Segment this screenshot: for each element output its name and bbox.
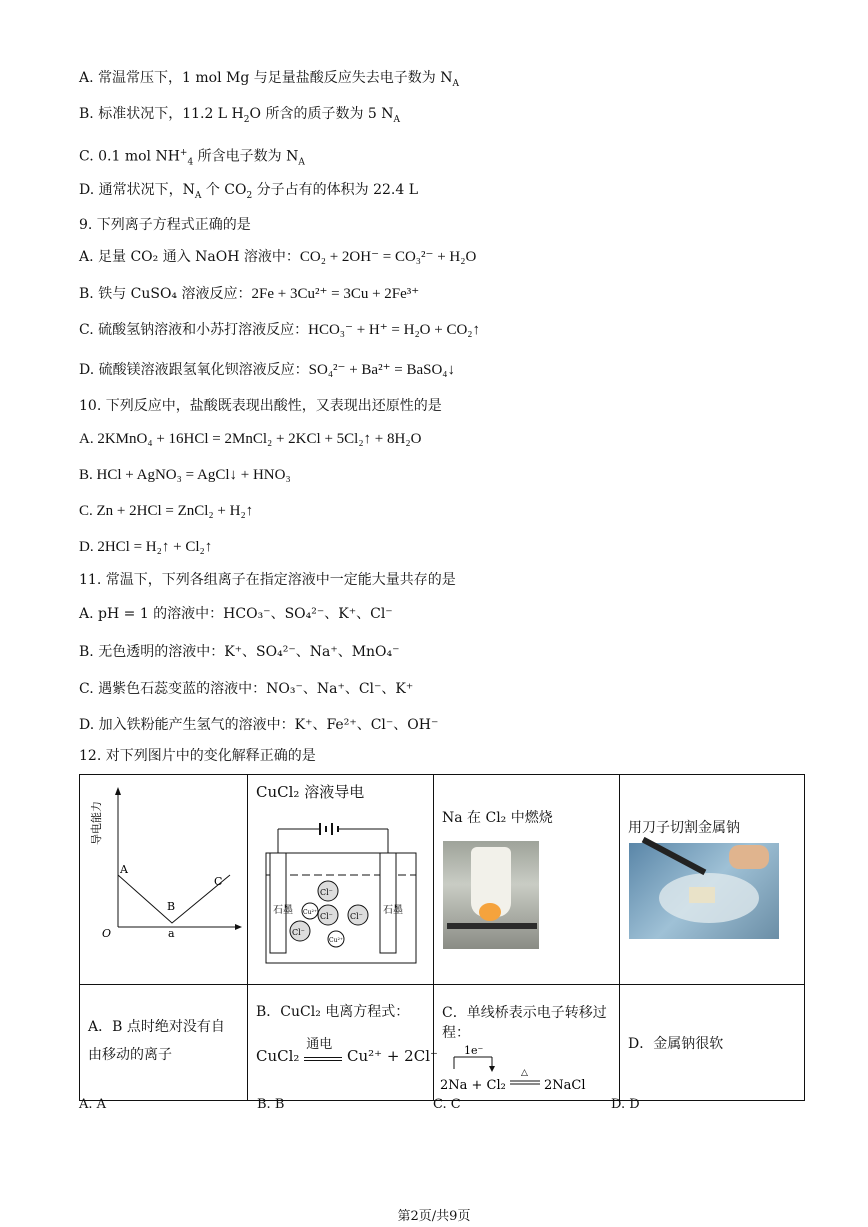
q10-option-d: D. 2HCl = H₂↑ + Cl₂↑	[79, 539, 213, 555]
graph-point-a: A	[120, 863, 128, 876]
q11-option-c: C. 遇紫色石蕊变蓝的溶液中：NO₃⁻、Na⁺、Cl⁻、K⁺	[79, 681, 414, 697]
q12-stem: 12. 对下列图片中的变化解释正确的是	[79, 748, 316, 764]
q8-option-c: C. 0.1 mol $NH^+_4$ 所含电子数为 $N_A$	[79, 148, 305, 168]
answer-b-title: B．CuCl₂ 电离方程式：	[256, 1004, 410, 1020]
ion-4: Cl⁻	[350, 912, 363, 921]
answer-b-cell	[248, 985, 438, 1101]
answer-d-text: D．金属钠很软	[628, 1036, 724, 1052]
cutting-title: 用刀子切割金属钠	[628, 820, 740, 836]
answer-a-text: A．B 点时绝对没有自由移动的离子	[88, 1019, 225, 1063]
q11-option-b: B. 无色透明的溶液中：K⁺、SO₄²⁻、Na⁺、MnO₄⁻	[79, 644, 400, 660]
q10-stem: 10. 下列反应中，盐酸既表现出酸性，又表现出还原性的是	[79, 398, 442, 414]
q9-option-c: C. 硫酸氢钠溶液和小苏打溶液反应：HCO₃⁻ + H⁺ = H₂O + CO₂↑	[79, 322, 481, 338]
sodium-combustion-photo	[443, 841, 539, 949]
graph-ylabel: 导电能力	[90, 801, 103, 845]
graph-xlabel: a	[168, 927, 175, 940]
electrolysis-diagram	[248, 815, 433, 975]
electron-transfer-diagram	[434, 1043, 619, 1093]
answer-c-eq-left: 2Na + Cl₂	[440, 1078, 506, 1093]
q10-option-c: C. Zn + 2HCl = ZnCl₂ + H₂↑	[79, 503, 254, 519]
answer-c-cell	[434, 985, 620, 1101]
q9-option-d: D. 硫酸镁溶液跟氢氧化钡溶液反应：SO₄²⁻ + Ba²⁺ = BaSO₄↓	[79, 362, 456, 378]
ion-6: Cu²⁺	[329, 937, 344, 944]
combustion-title: Na 在 Cl₂ 中燃烧	[442, 810, 553, 826]
answer-c-condition: △	[521, 1068, 528, 1078]
electrode-left-label: 石墨	[273, 905, 293, 916]
q8-option-b: B. 标准状况下，11.2 L $H_2O$ 所含的质子数为 5 $N_A$	[79, 106, 401, 125]
graph-point-b: B	[167, 900, 176, 913]
q9-option-a: A. 足量 CO₂ 通入 NaOH 溶液中：CO₂ + 2OH⁻ = CO₃²⁻ + H₂O	[79, 249, 477, 265]
answer-b-equation: CuCl₂ 通电 Cu²⁺ + 2Cl⁻	[256, 1037, 438, 1065]
cutting-cell	[620, 775, 805, 985]
q12-option-c: C. C	[433, 1097, 461, 1112]
answer-c-title: C．单线桥表示电子转移过程：	[442, 1005, 607, 1041]
ion-1: Cl⁻	[320, 888, 333, 897]
conductivity-graph	[80, 775, 247, 980]
q11-option-d: D. 加入铁粉能产生氢气的溶液中：K⁺、Fe²⁺、Cl⁻、OH⁻	[79, 717, 439, 733]
ion-2: Cu²⁺	[303, 909, 318, 916]
graph-cell	[80, 775, 248, 985]
q12-option-a: A. A	[79, 1097, 107, 1112]
q10-option-b: B. HCl + AgNO₃ = AgCl↓ + HNO₃	[79, 467, 291, 483]
sodium-cutting-photo	[629, 843, 779, 939]
answer-c-eq-right: 2NaCl	[544, 1078, 586, 1093]
q8-option-a: A. 常温常压下，1 mol Mg 与足量盐酸反应失去电子数为 $N_A$	[79, 70, 459, 89]
answer-d-cell	[620, 985, 805, 1101]
ion-3: Cl⁻	[320, 912, 333, 921]
q11-stem: 11. 常温下，下列各组离子在指定溶液中一定能大量共存的是	[79, 572, 456, 588]
q12-option-d: D. D	[611, 1097, 640, 1112]
graph-origin: O	[102, 927, 112, 940]
q9-option-b: B. 铁与 CuSO₄ 溶液反应：2Fe + 3Cu²⁺ = 3Cu + 2Fe³⁺	[79, 286, 420, 302]
q10-option-a: A. 2KMnO₄ + 16HCl = 2MnCl₂ + 2KCl + 5Cl₂↑ + 8H₂O	[79, 431, 422, 447]
electrolysis-cell	[248, 775, 434, 985]
q9-stem: 9. 下列离子方程式正确的是	[79, 217, 251, 233]
answer-a-cell	[80, 985, 248, 1101]
electrolysis-title: CuCl₂ 溶液导电	[256, 783, 365, 801]
q8-option-d: D. 通常状况下，$N_A$ 个 $CO_2$ 分子占有的体积为 22.4 L	[79, 182, 419, 201]
electron-count: 1e⁻	[464, 1044, 484, 1057]
electrode-right-label: 石墨	[383, 905, 403, 916]
page-footer: 第2页/共9页	[397, 1209, 471, 1224]
combustion-cell	[434, 775, 620, 985]
q12-figure-table	[79, 774, 805, 1101]
q11-option-a: A. pH = 1 的溶液中：HCO₃⁻、SO₄²⁻、K⁺、Cl⁻	[79, 606, 393, 622]
q12-option-b: B. B	[257, 1097, 285, 1112]
graph-point-c: C	[214, 875, 223, 888]
ion-5: Cl⁻	[292, 928, 305, 937]
